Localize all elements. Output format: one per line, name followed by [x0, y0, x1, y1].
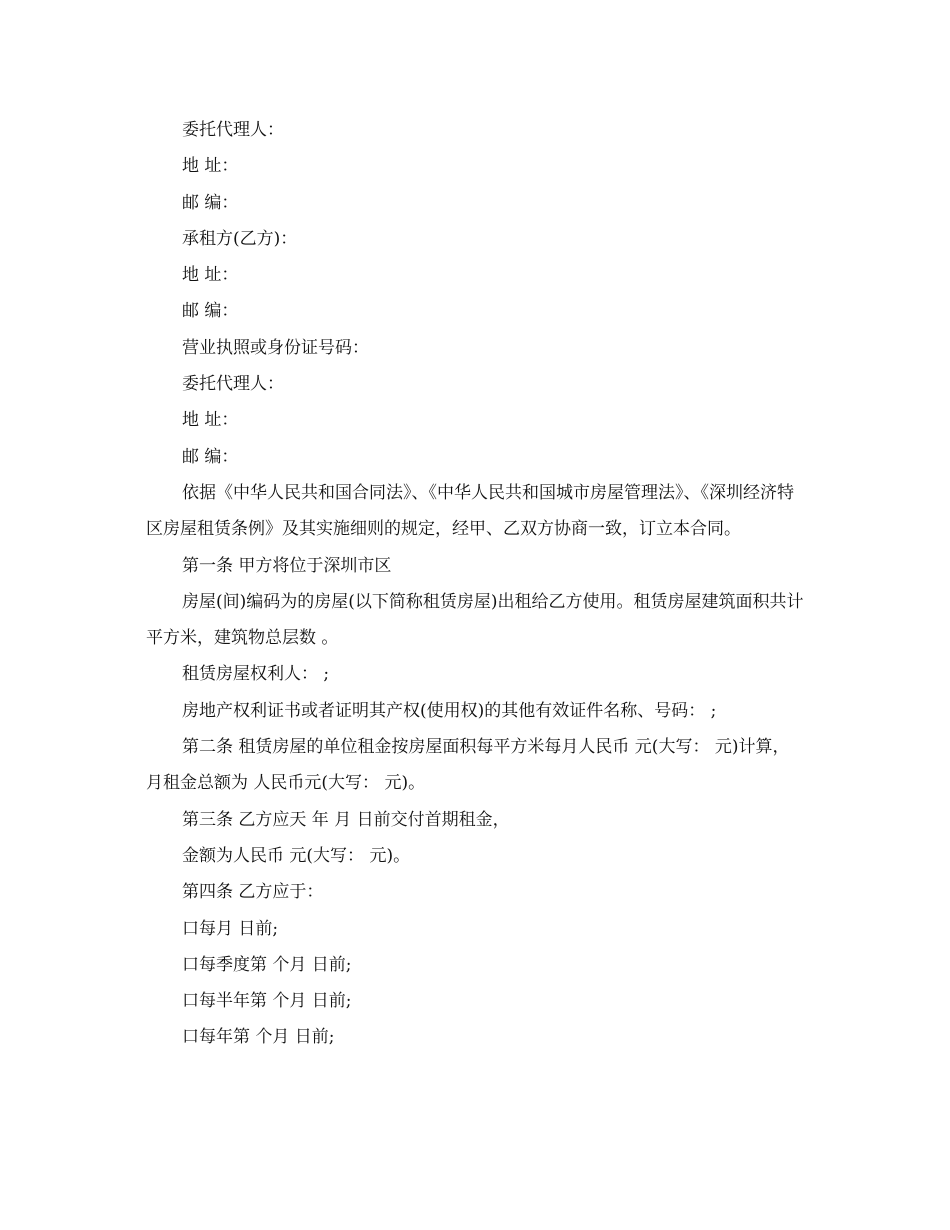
paragraph-legal-basis: 依据《中华人民共和国合同法》、《中华人民共和国城市房屋管理法》、《深圳经济特区房屋租赁条例》及其实施细则的规定，经甲、乙双方协商一致，订立本合同。 — [146, 482, 794, 540]
paragraph-first-rent-amount: 金额为人民币 元(大写： 元)。 — [182, 845, 411, 866]
paragraph-agent: 委托代理人： — [182, 120, 284, 140]
paragraph-article-4: 第四条 乙方应于： — [182, 882, 324, 903]
option-annual: 口每年第 个月 日前; — [182, 1027, 335, 1048]
paragraph-address: 地 址： — [182, 156, 239, 177]
option-semiannual: 口每半年第 个月 日前; — [182, 991, 352, 1012]
paragraph-article-1: 第一条 甲方将位于深圳市区 — [182, 555, 392, 576]
option-quarterly: 口每季度第 个月 日前; — [182, 954, 352, 975]
paragraph-postcode: 邮 编： — [182, 192, 239, 213]
paragraph-certificate: 房地产权利证书或者证明其产权(使用权)的其他有效证件名称、号码： ; — [182, 700, 717, 721]
paragraph-article-3: 第三条 乙方应天 年 月 日前交付首期租金， — [182, 809, 510, 830]
option-monthly: 口每月 日前; — [182, 918, 279, 939]
paragraph-lessee-agent: 委托代理人： — [182, 374, 284, 395]
paragraph-article-2: 第二条 租赁房屋的单位租金按房屋面积每平方米每月人民币 元(大写： 元)计算，月租金总额为 人民币元(大写： 元)。 — [146, 737, 790, 794]
paragraph-owner: 租赁房屋权利人： ; — [182, 664, 330, 685]
paragraph-license-id: 营业执照或身份证号码： — [182, 337, 369, 358]
paragraph-lessee-address: 地 址： — [182, 265, 239, 286]
paragraph-lessee-postcode: 邮 编： — [182, 301, 239, 322]
document-body — [146, 112, 806, 1056]
paragraph-lessee-agent-postcode: 邮 编： — [182, 446, 239, 467]
paragraph-lessee: 承租方(乙方)： — [182, 228, 298, 249]
paragraph-premises: 房屋(间)编码为的房屋(以下简称租赁房屋)出租给乙方使用。租赁房屋建筑面积共计 平方米，建筑物总层数 。 — [146, 591, 804, 649]
paragraph-lessee-agent-address: 地 址： — [182, 410, 239, 431]
